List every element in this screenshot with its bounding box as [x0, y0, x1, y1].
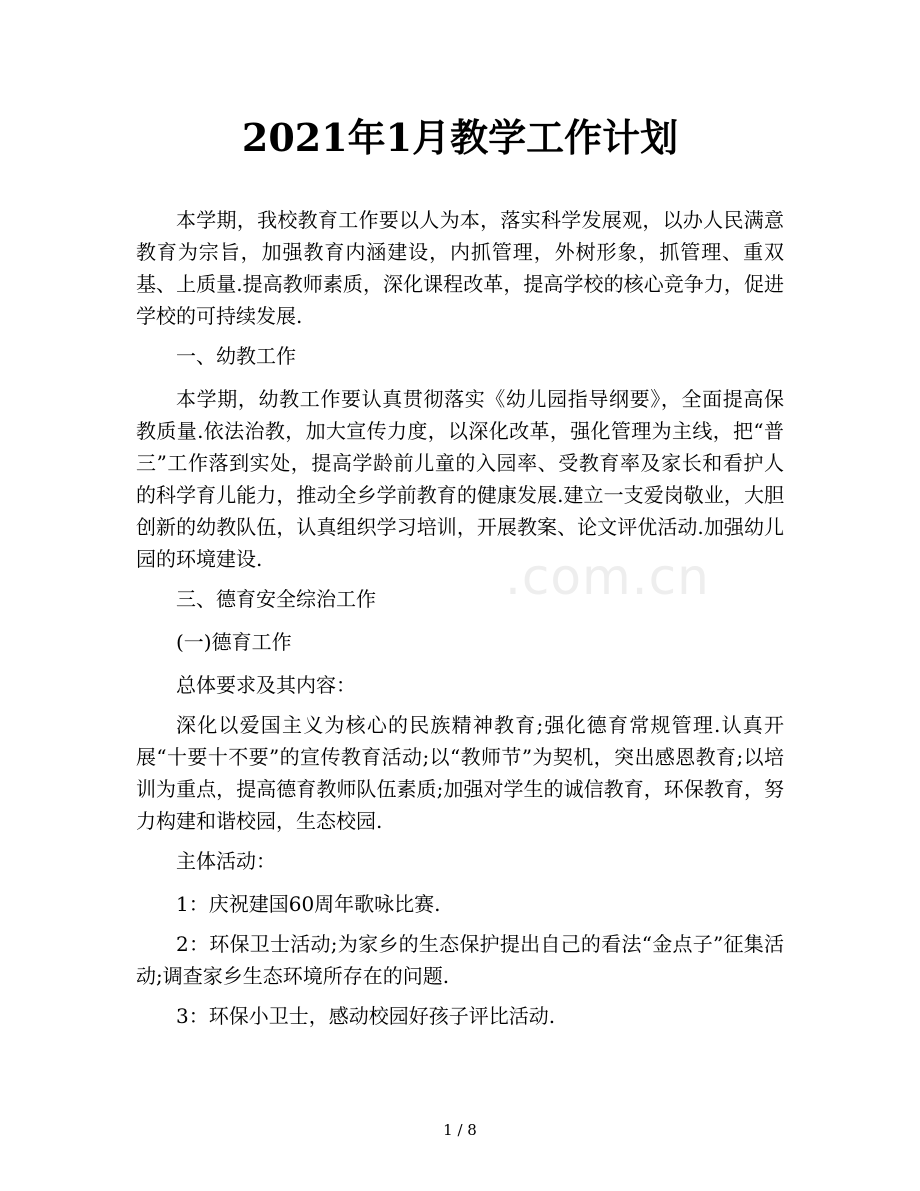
- paragraph-intro: 本学期，我校教育工作要以人为本，落实科学发展观，以办人民满意教育为宗旨，加强教育内涵建设，内抓管理，外树形象，抓管理、重双基、上质量.提高教师素质，深化课程改革，提高学校的核心竞争力，促进学校的可持续发展.: [136, 208, 784, 328]
- heading-overall-requirements: 总体要求及其内容：: [176, 673, 356, 697]
- watermark: .com.cn: [505, 548, 710, 606]
- paragraph-kindergarten-work: 本学期，幼教工作要认真贯彻落实《幼儿园指导纲要》，全面提高保教质量.依法治教，加大宣传力度，以深化改革，强化管理为主线，把“普三”工作落到实处，提高学龄前儿童的入园率、受教育率及家长和看护人的科学育儿能力，推动全乡学前教育的健康发展.建立一支爱岗敬业，大胆创新的幼教队伍，认真组织学习培训，开展教案、论文评优活动.加强幼儿园的环境建设.: [136, 387, 784, 571]
- heading-main-activities: 主体活动：: [176, 849, 276, 873]
- list-item-activity-1: 1：庆祝建国60周年歌咏比赛.: [176, 892, 441, 916]
- page-number: 1 / 8: [443, 1121, 477, 1139]
- paragraph-moral-education: 深化以爱国主义为核心的民族精神教育;强化德育常规管理.认真开展“十要十不要”的宣传教育活动;以“教师节”为契机，突出感恩教育;以培训为重点，提高德育教师队伍素质;加强对学生的诚信教育，环保教育，努力构建和谐校园，生态校园.: [136, 713, 784, 833]
- list-item-activity-3: 3：环保小卫士，感动校园好孩子评比活动.: [176, 1004, 556, 1028]
- document-title: 2021年1月教学工作计划: [241, 115, 679, 160]
- heading-moral-safety-work: 三、德育安全综治工作: [176, 587, 376, 611]
- heading-moral-education: (一)德育工作: [176, 630, 292, 654]
- document-body: [136, 204, 784, 1032]
- heading-kindergarten-work: 一、幼教工作: [176, 344, 296, 368]
- list-item-activity-2: 2：环保卫士活动;为家乡的生态保护提出自己的看法“金点子”征集活动;调查家乡生态环境所存在的问题.: [136, 932, 784, 988]
